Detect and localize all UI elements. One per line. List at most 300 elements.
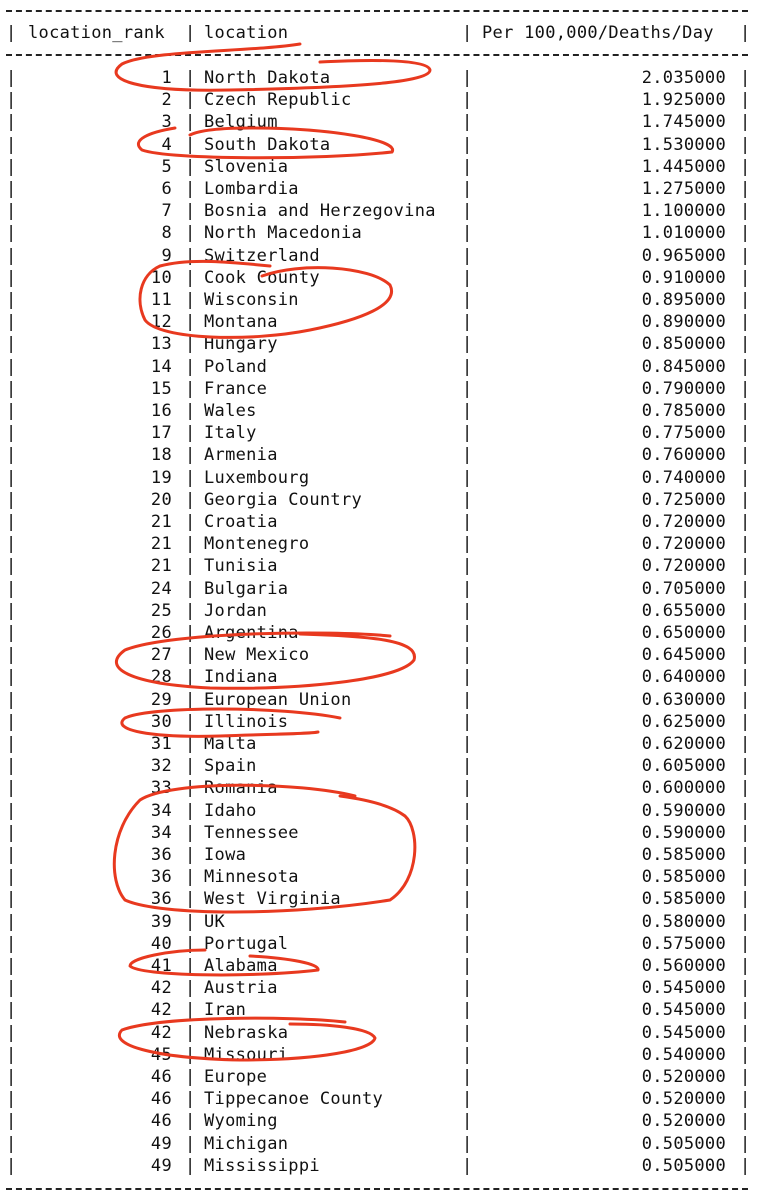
table-row bbox=[0, 533, 764, 555]
column-divider: | bbox=[6, 290, 17, 310]
column-divider: | bbox=[462, 445, 473, 466]
table-row bbox=[0, 489, 764, 511]
column-divider: | bbox=[462, 1111, 473, 1132]
column-divider: | bbox=[462, 867, 473, 888]
column-divider: | bbox=[185, 267, 196, 288]
rate-cell: 0.520000 bbox=[641, 1067, 726, 1087]
column-divider: | bbox=[740, 378, 751, 399]
column-divider: | bbox=[6, 356, 17, 377]
column-divider: | bbox=[740, 1067, 751, 1087]
column-divider: | bbox=[462, 600, 473, 621]
column-divider: | bbox=[185, 1022, 196, 1043]
column-divider: | bbox=[462, 334, 473, 355]
column-divider: | bbox=[6, 1067, 17, 1087]
column-divider: | bbox=[462, 23, 473, 43]
column-divider: | bbox=[740, 334, 751, 355]
column-divider: | bbox=[462, 134, 473, 155]
column-divider: | bbox=[740, 556, 751, 577]
column-divider: | bbox=[185, 290, 196, 310]
column-divider: | bbox=[6, 179, 17, 199]
rank-cell: 29 bbox=[150, 689, 172, 710]
rank-cell: 3 bbox=[161, 112, 172, 133]
rank-cell: 6 bbox=[161, 179, 172, 199]
column-divider: | bbox=[6, 245, 17, 266]
location-cell: Tennessee bbox=[204, 822, 299, 843]
rate-cell: 0.705000 bbox=[641, 578, 726, 599]
column-divider: | bbox=[740, 401, 751, 421]
location-cell: Lombardia bbox=[204, 179, 299, 199]
column-divider: | bbox=[6, 201, 17, 222]
column-divider: | bbox=[6, 556, 17, 577]
column-divider: | bbox=[6, 445, 17, 466]
column-divider: | bbox=[740, 1000, 751, 1021]
table-row bbox=[0, 911, 764, 933]
location-cell: Italy bbox=[204, 423, 257, 444]
location-cell: Spain bbox=[204, 756, 257, 777]
column-divider: | bbox=[740, 23, 751, 43]
column-divider: | bbox=[462, 578, 473, 599]
column-divider: | bbox=[6, 134, 17, 155]
table-row bbox=[0, 822, 764, 844]
rate-cell: 1.010000 bbox=[641, 223, 726, 244]
location-cell: Georgia Country bbox=[204, 489, 363, 510]
column-divider: | bbox=[185, 378, 196, 399]
location-cell: North Macedonia bbox=[204, 223, 363, 244]
column-divider: | bbox=[6, 312, 17, 333]
column-divider: | bbox=[462, 778, 473, 799]
table-top-border bbox=[6, 10, 748, 12]
table-row bbox=[0, 644, 764, 666]
rate-cell: 0.650000 bbox=[641, 623, 726, 643]
rate-cell: 0.520000 bbox=[641, 1089, 726, 1110]
column-divider: | bbox=[740, 201, 751, 222]
column-divider: | bbox=[185, 1155, 196, 1176]
table-row bbox=[0, 444, 764, 466]
rate-cell: 0.545000 bbox=[641, 1022, 726, 1043]
rate-cell: 0.605000 bbox=[641, 756, 726, 777]
column-divider: | bbox=[6, 578, 17, 599]
column-divider: | bbox=[462, 645, 473, 666]
table-row bbox=[0, 933, 764, 955]
rate-cell: 1.445000 bbox=[641, 156, 726, 177]
column-divider: | bbox=[185, 334, 196, 355]
rate-cell: 0.585000 bbox=[641, 845, 726, 865]
column-divider: | bbox=[6, 978, 17, 999]
column-divider: | bbox=[462, 1133, 473, 1154]
column-divider: | bbox=[740, 290, 751, 310]
table-row bbox=[0, 777, 764, 799]
column-divider: | bbox=[740, 534, 751, 555]
location-cell: Montana bbox=[204, 312, 278, 333]
table-row bbox=[0, 955, 764, 977]
column-divider: | bbox=[185, 1067, 196, 1087]
rate-cell: 0.580000 bbox=[641, 911, 726, 932]
column-divider: | bbox=[740, 623, 751, 643]
column-divider: | bbox=[740, 445, 751, 466]
column-divider: | bbox=[6, 689, 17, 710]
rank-cell: 30 bbox=[150, 711, 172, 732]
column-divider: | bbox=[462, 911, 473, 932]
column-divider: | bbox=[740, 267, 751, 288]
rank-cell: 46 bbox=[150, 1111, 172, 1132]
table-row bbox=[0, 400, 764, 422]
column-divider: | bbox=[6, 489, 17, 510]
column-divider: | bbox=[185, 978, 196, 999]
column-divider: | bbox=[6, 1044, 17, 1065]
column-divider: | bbox=[6, 933, 17, 954]
column-divider: | bbox=[740, 911, 751, 932]
column-divider: | bbox=[462, 156, 473, 177]
column-divider: | bbox=[462, 1000, 473, 1021]
column-divider: | bbox=[185, 623, 196, 643]
column-divider: | bbox=[740, 845, 751, 865]
location-cell: UK bbox=[204, 911, 226, 932]
rank-cell: 21 bbox=[150, 556, 172, 577]
column-divider: | bbox=[740, 822, 751, 843]
rank-cell: 46 bbox=[150, 1089, 172, 1110]
column-divider: | bbox=[740, 956, 751, 976]
column-divider: | bbox=[185, 90, 196, 111]
column-divider: | bbox=[185, 489, 196, 510]
location-cell: Bosnia and Herzegovina bbox=[204, 201, 436, 222]
location-cell: Portugal bbox=[204, 933, 289, 954]
column-divider: | bbox=[185, 711, 196, 732]
location-cell: Czech Republic bbox=[204, 90, 352, 111]
rank-cell: 46 bbox=[150, 1067, 172, 1087]
rank-cell: 28 bbox=[150, 667, 172, 688]
rate-cell: 0.585000 bbox=[641, 867, 726, 888]
column-divider: | bbox=[185, 867, 196, 888]
column-divider: | bbox=[185, 1133, 196, 1154]
rate-cell: 0.590000 bbox=[641, 800, 726, 821]
rank-cell: 1 bbox=[161, 68, 172, 88]
rank-cell: 36 bbox=[150, 845, 172, 865]
column-divider: | bbox=[185, 179, 196, 199]
column-divider: | bbox=[462, 978, 473, 999]
rate-cell: 0.545000 bbox=[641, 1000, 726, 1021]
location-cell: Tippecanoe County bbox=[204, 1089, 384, 1110]
location-cell: Idaho bbox=[204, 800, 257, 821]
header-separator bbox=[6, 54, 748, 56]
column-divider: | bbox=[740, 112, 751, 133]
rank-cell: 9 bbox=[161, 245, 172, 266]
table-row bbox=[0, 1066, 764, 1088]
column-divider: | bbox=[462, 956, 473, 976]
column-divider: | bbox=[740, 312, 751, 333]
table-row bbox=[0, 1110, 764, 1132]
column-divider: | bbox=[740, 978, 751, 999]
table-row bbox=[0, 511, 764, 533]
location-cell: Belgium bbox=[204, 112, 278, 133]
column-divider: | bbox=[6, 623, 17, 643]
rate-cell: 0.625000 bbox=[641, 711, 726, 732]
column-divider: | bbox=[740, 356, 751, 377]
table-row bbox=[0, 267, 764, 289]
column-divider: | bbox=[6, 800, 17, 821]
column-divider: | bbox=[462, 290, 473, 310]
rate-cell: 0.540000 bbox=[641, 1044, 726, 1065]
rank-cell: 15 bbox=[150, 378, 172, 399]
column-divider: | bbox=[6, 1133, 17, 1154]
rank-cell: 34 bbox=[150, 822, 172, 843]
rank-cell: 11 bbox=[150, 290, 172, 310]
column-divider: | bbox=[462, 378, 473, 399]
column-divider: | bbox=[6, 956, 17, 976]
column-divider: | bbox=[185, 778, 196, 799]
table-row bbox=[0, 89, 764, 111]
rate-cell: 0.720000 bbox=[641, 556, 726, 577]
rank-cell: 36 bbox=[150, 867, 172, 888]
column-divider: | bbox=[740, 867, 751, 888]
column-divider: | bbox=[462, 845, 473, 865]
column-divider: | bbox=[6, 1111, 17, 1132]
header-location-rank: location_rank bbox=[28, 23, 165, 43]
rate-cell: 1.925000 bbox=[641, 90, 726, 111]
table-row bbox=[0, 67, 764, 89]
column-divider: | bbox=[462, 689, 473, 710]
table-row bbox=[0, 111, 764, 133]
column-divider: | bbox=[6, 1022, 17, 1043]
rate-cell: 0.620000 bbox=[641, 734, 726, 754]
location-cell: Switzerland bbox=[204, 245, 320, 266]
column-divider: | bbox=[740, 800, 751, 821]
table-row bbox=[0, 844, 764, 866]
column-divider: | bbox=[185, 1111, 196, 1132]
rate-cell: 0.640000 bbox=[641, 667, 726, 688]
rate-cell: 1.530000 bbox=[641, 134, 726, 155]
column-divider: | bbox=[740, 600, 751, 621]
rank-cell: 21 bbox=[150, 534, 172, 555]
table-row bbox=[0, 156, 764, 178]
location-cell: Iowa bbox=[204, 845, 247, 865]
column-divider: | bbox=[740, 90, 751, 111]
column-divider: | bbox=[6, 223, 17, 244]
table-row bbox=[0, 289, 764, 311]
column-divider: | bbox=[6, 334, 17, 355]
table-row bbox=[0, 1022, 764, 1044]
rate-cell: 0.560000 bbox=[641, 956, 726, 976]
rank-cell: 14 bbox=[150, 356, 172, 377]
rank-cell: 13 bbox=[150, 334, 172, 355]
rate-cell: 0.965000 bbox=[641, 245, 726, 266]
column-divider: | bbox=[462, 512, 473, 532]
column-divider: | bbox=[6, 423, 17, 444]
column-divider: | bbox=[462, 1044, 473, 1065]
column-divider: | bbox=[6, 645, 17, 666]
rank-cell: 19 bbox=[150, 467, 172, 488]
column-divider: | bbox=[740, 734, 751, 754]
column-divider: | bbox=[462, 223, 473, 244]
column-divider: | bbox=[6, 467, 17, 488]
column-divider: | bbox=[740, 1111, 751, 1132]
table-row bbox=[0, 622, 764, 644]
table-row bbox=[0, 578, 764, 600]
location-cell: Wyoming bbox=[204, 1111, 278, 1132]
column-divider: | bbox=[185, 156, 196, 177]
column-divider: | bbox=[740, 134, 751, 155]
column-divider: | bbox=[185, 112, 196, 133]
location-cell: Missouri bbox=[204, 1044, 289, 1065]
location-cell: South Dakota bbox=[204, 134, 331, 155]
rank-cell: 41 bbox=[150, 956, 172, 976]
rate-cell: 0.545000 bbox=[641, 978, 726, 999]
table-row bbox=[0, 178, 764, 200]
table-row bbox=[0, 200, 764, 222]
table-row bbox=[0, 666, 764, 688]
rate-cell: 0.645000 bbox=[641, 645, 726, 666]
rate-cell: 0.585000 bbox=[641, 889, 726, 910]
location-cell: Hungary bbox=[204, 334, 278, 355]
rank-cell: 4 bbox=[161, 134, 172, 155]
column-divider: | bbox=[740, 467, 751, 488]
rate-cell: 0.505000 bbox=[641, 1155, 726, 1176]
column-divider: | bbox=[462, 623, 473, 643]
location-cell: Minnesota bbox=[204, 867, 299, 888]
column-divider: | bbox=[6, 401, 17, 421]
column-divider: | bbox=[740, 1089, 751, 1110]
column-divider: | bbox=[6, 734, 17, 754]
table-row bbox=[0, 689, 764, 711]
column-divider: | bbox=[740, 1044, 751, 1065]
location-cell: Nebraska bbox=[204, 1022, 289, 1043]
rate-cell: 0.505000 bbox=[641, 1133, 726, 1154]
rank-cell: 42 bbox=[150, 978, 172, 999]
column-divider: | bbox=[185, 23, 196, 43]
column-divider: | bbox=[6, 756, 17, 777]
column-divider: | bbox=[185, 68, 196, 88]
location-cell: Armenia bbox=[204, 445, 278, 466]
column-divider: | bbox=[6, 667, 17, 688]
column-divider: | bbox=[185, 734, 196, 754]
column-divider: | bbox=[6, 845, 17, 865]
rank-cell: 17 bbox=[150, 423, 172, 444]
rank-cell: 5 bbox=[161, 156, 172, 177]
rank-cell: 42 bbox=[150, 1022, 172, 1043]
column-divider: | bbox=[6, 156, 17, 177]
rank-cell: 24 bbox=[150, 578, 172, 599]
table-row bbox=[0, 311, 764, 333]
table-row bbox=[0, 1044, 764, 1066]
column-divider: | bbox=[185, 134, 196, 155]
header-rate: Per 100,000/Deaths/Day bbox=[482, 23, 714, 43]
column-divider: | bbox=[185, 223, 196, 244]
column-divider: | bbox=[6, 778, 17, 799]
table-row bbox=[0, 422, 764, 444]
table-row bbox=[0, 755, 764, 777]
column-divider: | bbox=[462, 112, 473, 133]
column-divider: | bbox=[462, 1022, 473, 1043]
column-divider: | bbox=[462, 401, 473, 421]
column-divider: | bbox=[462, 267, 473, 288]
location-cell: New Mexico bbox=[204, 645, 310, 666]
rank-cell: 12 bbox=[150, 312, 172, 333]
rank-cell: 39 bbox=[150, 911, 172, 932]
column-divider: | bbox=[462, 756, 473, 777]
table-row bbox=[0, 1088, 764, 1110]
rate-cell: 0.720000 bbox=[641, 512, 726, 532]
column-divider: | bbox=[740, 1133, 751, 1154]
column-divider: | bbox=[185, 1089, 196, 1110]
column-divider: | bbox=[185, 933, 196, 954]
column-divider: | bbox=[6, 711, 17, 732]
column-divider: | bbox=[185, 822, 196, 843]
rate-cell: 0.850000 bbox=[641, 334, 726, 355]
column-divider: | bbox=[740, 889, 751, 910]
rank-cell: 45 bbox=[150, 1044, 172, 1065]
location-cell: Romania bbox=[204, 778, 278, 799]
location-cell: Alabama bbox=[204, 956, 278, 976]
rate-cell: 1.745000 bbox=[641, 112, 726, 133]
rate-cell: 0.910000 bbox=[641, 267, 726, 288]
table-row bbox=[0, 222, 764, 244]
column-divider: | bbox=[462, 245, 473, 266]
table-row bbox=[0, 866, 764, 888]
column-divider: | bbox=[185, 312, 196, 333]
table-header-row bbox=[0, 22, 764, 44]
rank-cell: 49 bbox=[150, 1155, 172, 1176]
location-cell: Montenegro bbox=[204, 534, 310, 555]
rank-cell: 32 bbox=[150, 756, 172, 777]
column-divider: | bbox=[462, 1155, 473, 1176]
column-divider: | bbox=[462, 889, 473, 910]
column-divider: | bbox=[185, 645, 196, 666]
column-divider: | bbox=[740, 667, 751, 688]
column-divider: | bbox=[6, 68, 17, 88]
location-cell: Indiana bbox=[204, 667, 278, 688]
column-divider: | bbox=[185, 578, 196, 599]
rank-cell: 33 bbox=[150, 778, 172, 799]
column-divider: | bbox=[740, 1022, 751, 1043]
rate-cell: 0.655000 bbox=[641, 600, 726, 621]
column-divider: | bbox=[462, 467, 473, 488]
table-row bbox=[0, 245, 764, 267]
rate-cell: 0.590000 bbox=[641, 822, 726, 843]
rank-cell: 36 bbox=[150, 889, 172, 910]
column-divider: | bbox=[185, 600, 196, 621]
location-cell: France bbox=[204, 378, 268, 399]
rate-cell: 0.895000 bbox=[641, 290, 726, 310]
column-divider: | bbox=[185, 445, 196, 466]
column-divider: | bbox=[185, 1044, 196, 1065]
column-divider: | bbox=[185, 756, 196, 777]
location-cell: Jordan bbox=[204, 600, 268, 621]
column-divider: | bbox=[185, 956, 196, 976]
column-divider: | bbox=[6, 867, 17, 888]
column-divider: | bbox=[740, 778, 751, 799]
rank-cell: 25 bbox=[150, 600, 172, 621]
column-divider: | bbox=[462, 1067, 473, 1087]
table-row bbox=[0, 999, 764, 1021]
rank-cell: 16 bbox=[150, 401, 172, 421]
column-divider: | bbox=[740, 512, 751, 532]
location-cell: Iran bbox=[204, 1000, 247, 1021]
rank-cell: 26 bbox=[150, 623, 172, 643]
location-cell: Illinois bbox=[204, 711, 289, 732]
column-divider: | bbox=[185, 401, 196, 421]
location-cell: Poland bbox=[204, 356, 268, 377]
rank-cell: 18 bbox=[150, 445, 172, 466]
column-divider: | bbox=[462, 90, 473, 111]
column-divider: | bbox=[462, 556, 473, 577]
rank-cell: 20 bbox=[150, 489, 172, 510]
column-divider: | bbox=[185, 845, 196, 865]
column-divider: | bbox=[185, 423, 196, 444]
column-divider: | bbox=[462, 667, 473, 688]
rank-cell: 42 bbox=[150, 1000, 172, 1021]
column-divider: | bbox=[740, 423, 751, 444]
rate-cell: 0.785000 bbox=[641, 401, 726, 421]
location-cell: Wisconsin bbox=[204, 290, 299, 310]
